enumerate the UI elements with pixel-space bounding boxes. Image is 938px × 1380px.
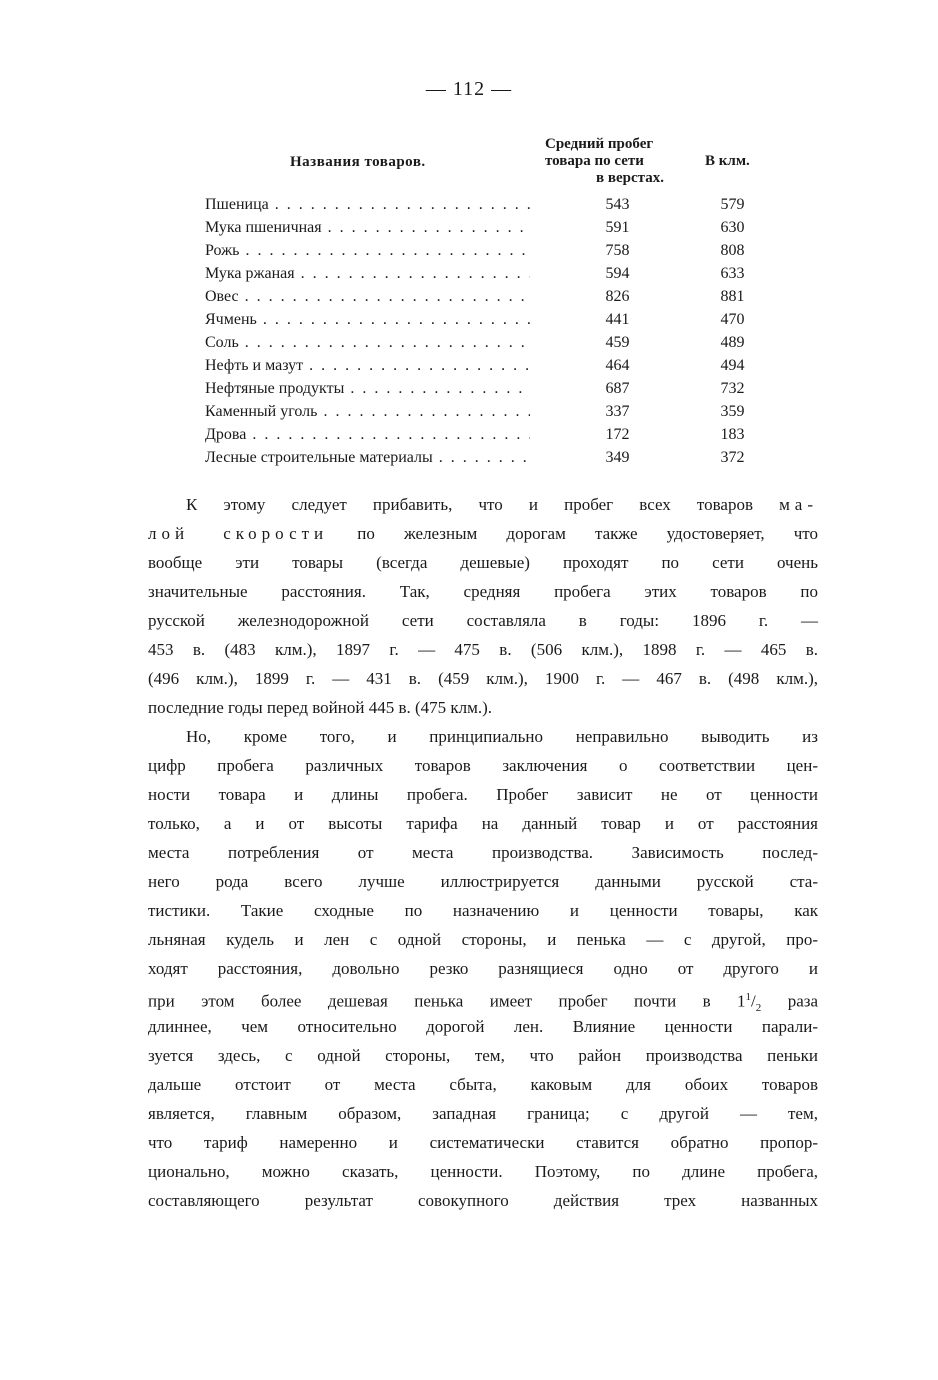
text-line: ходят расстояния, довольно резко разнящиеся одно от другого и bbox=[148, 959, 818, 978]
header-verst-line: в верстах. bbox=[596, 170, 664, 186]
run-verst: 594 bbox=[605, 265, 630, 282]
run-verst: 591 bbox=[605, 219, 630, 236]
run-km: 633 bbox=[720, 265, 745, 282]
fraction-numerator: 1 bbox=[745, 991, 752, 1003]
text-line: тистики. Такие сходные по назначению и ценности товары, как bbox=[148, 901, 818, 920]
table-row bbox=[200, 265, 770, 288]
run-km: 470 bbox=[720, 311, 745, 328]
text-line: места потребления от места производства. Зависимость послед- bbox=[148, 843, 818, 862]
table-header bbox=[200, 136, 770, 196]
goods-name: Дрова . . . bbox=[205, 426, 530, 444]
table-row bbox=[200, 380, 770, 403]
run-verst: 464 bbox=[605, 357, 630, 374]
text-line: что тариф намеренно и систематически ставится обратно пропор- bbox=[148, 1133, 818, 1152]
goods-name: Нефть и мазут . . . bbox=[205, 357, 530, 375]
run-km: 808 bbox=[720, 242, 745, 259]
goods-table bbox=[200, 136, 770, 472]
text-line: (496 клм.), 1899 г. — 431 в. (459 клм.), 1900 г. — 467 в. (498 клм.), bbox=[148, 669, 818, 688]
body-text bbox=[148, 490, 818, 1215]
goods-name: Лесные строительные материалы . . . bbox=[205, 449, 530, 467]
run-km: 183 bbox=[720, 426, 745, 443]
goods-name: Мука пшеничная . . . bbox=[205, 219, 530, 237]
table-row bbox=[200, 288, 770, 311]
goods-name: Нефтяные продукты . . . bbox=[205, 380, 530, 398]
goods-name: Рожь . . . bbox=[205, 242, 530, 260]
header-verst-line: товара по сети bbox=[545, 153, 644, 169]
text-line: 453 в. (483 клм.), 1897 г. — 475 в. (506 клм.), 1898 г. — 465 в. bbox=[148, 640, 818, 659]
text-line: ционально, можно сказать, ценности. Поэтому, по длине пробега, bbox=[148, 1162, 818, 1181]
run-verst: 441 bbox=[605, 311, 630, 328]
run-km: 630 bbox=[720, 219, 745, 236]
text-line: длиннее, чем относительно дорогой лен. Влияние ценности парали- bbox=[148, 1017, 818, 1036]
run-verst: 543 bbox=[605, 196, 630, 213]
goods-name: Мука ржаная . . . bbox=[205, 265, 530, 283]
header-goods-name: Названия товаров. bbox=[290, 154, 426, 170]
text-line: вообще эти товары (всегда дешевые) проходят по сети очень bbox=[148, 553, 818, 572]
text-fragment: К этому следует прибавить, что и пробег всех товаров bbox=[186, 495, 780, 514]
table-row bbox=[200, 196, 770, 219]
table-row bbox=[200, 449, 770, 472]
text-fragment: по железным дорогам также удостоверяет, что bbox=[328, 524, 818, 543]
table-row bbox=[200, 426, 770, 449]
text-line: льняная кудель и лен с одной стороны, и пенька — с другой, про- bbox=[148, 930, 818, 949]
header-km: В клм. bbox=[705, 153, 750, 169]
run-verst: 172 bbox=[605, 426, 630, 443]
fraction-denominator: 2 bbox=[755, 1002, 762, 1015]
text-line: только, а и от высоты тарифа на данный товар и от расстояния bbox=[148, 814, 818, 833]
run-km: 881 bbox=[720, 288, 745, 305]
paragraph-1 bbox=[148, 490, 818, 722]
text-line bbox=[148, 519, 818, 548]
run-verst: 826 bbox=[605, 288, 630, 305]
text-line: дальше отстоит от места сбыта, каковым для обоих товаров bbox=[148, 1075, 818, 1094]
text-line: зуется здесь, с одной стороны, тем, что район производства пеньки bbox=[148, 1046, 818, 1065]
text-line: цифр пробега различных товаров заключения о соответствии цен- bbox=[148, 756, 818, 775]
text-fragment: при этом более дешевая пенька имеет пробег почти в 1 bbox=[148, 991, 746, 1011]
text-line: при этом более дешевая пенька имеет пробег почти в $1^1/_2$ раза bbox=[148, 991, 818, 1015]
text-line: последние годы перед войной 445 в. (475 клм.). bbox=[148, 698, 493, 717]
emphasis-text: ма- bbox=[779, 495, 818, 514]
text-fragment: раза bbox=[761, 991, 818, 1011]
table-row bbox=[200, 357, 770, 380]
page-number: — 112 — bbox=[425, 78, 513, 100]
text-line: является, главным образом, западная граница; с другой — тем, bbox=[148, 1104, 818, 1123]
run-km: 359 bbox=[720, 403, 745, 420]
text-line: него рода всего лучше иллюстрируется данными русской ста- bbox=[148, 872, 818, 891]
table-row bbox=[200, 311, 770, 334]
run-verst: 758 bbox=[605, 242, 630, 259]
run-km: 489 bbox=[720, 334, 745, 351]
run-verst: 459 bbox=[605, 334, 630, 351]
table-row bbox=[200, 242, 770, 265]
table-row bbox=[200, 219, 770, 242]
goods-name: Ячмень . . . bbox=[205, 311, 530, 329]
text-line: значительные расстояния. Так, средняя пробега этих товаров по bbox=[148, 582, 818, 601]
goods-name: Пшеница . . . bbox=[205, 196, 530, 214]
run-km: 579 bbox=[720, 196, 745, 213]
table-row bbox=[200, 403, 770, 426]
text-line: составляющего результат совокупного действия трех названных bbox=[148, 1191, 818, 1210]
goods-name: Каменный уголь . . . bbox=[205, 403, 530, 421]
text-line: Но, кроме того, и принципиально неправильно выводить из bbox=[186, 727, 818, 746]
run-km: 732 bbox=[720, 380, 745, 397]
goods-name: Овес . . . bbox=[205, 288, 530, 306]
emphasis-text: лой скорости bbox=[148, 524, 329, 543]
table-row bbox=[200, 334, 770, 357]
header-verst-line: Средний пробег bbox=[545, 136, 654, 152]
run-verst: 687 bbox=[605, 380, 630, 397]
run-verst: 349 bbox=[605, 449, 630, 466]
run-km: 494 bbox=[720, 357, 745, 374]
text-line: русской железнодорожной сети составляла в годы: 1896 г. — bbox=[148, 611, 818, 630]
run-km: 372 bbox=[720, 449, 745, 466]
paragraph-2 bbox=[148, 722, 818, 1215]
goods-name: Соль . . . bbox=[205, 334, 530, 352]
text-line: ности товара и длины пробега. Пробег зависит не от ценности bbox=[148, 785, 818, 804]
text-line bbox=[148, 490, 818, 519]
run-verst: 337 bbox=[605, 403, 630, 420]
header-average-run bbox=[545, 136, 715, 187]
